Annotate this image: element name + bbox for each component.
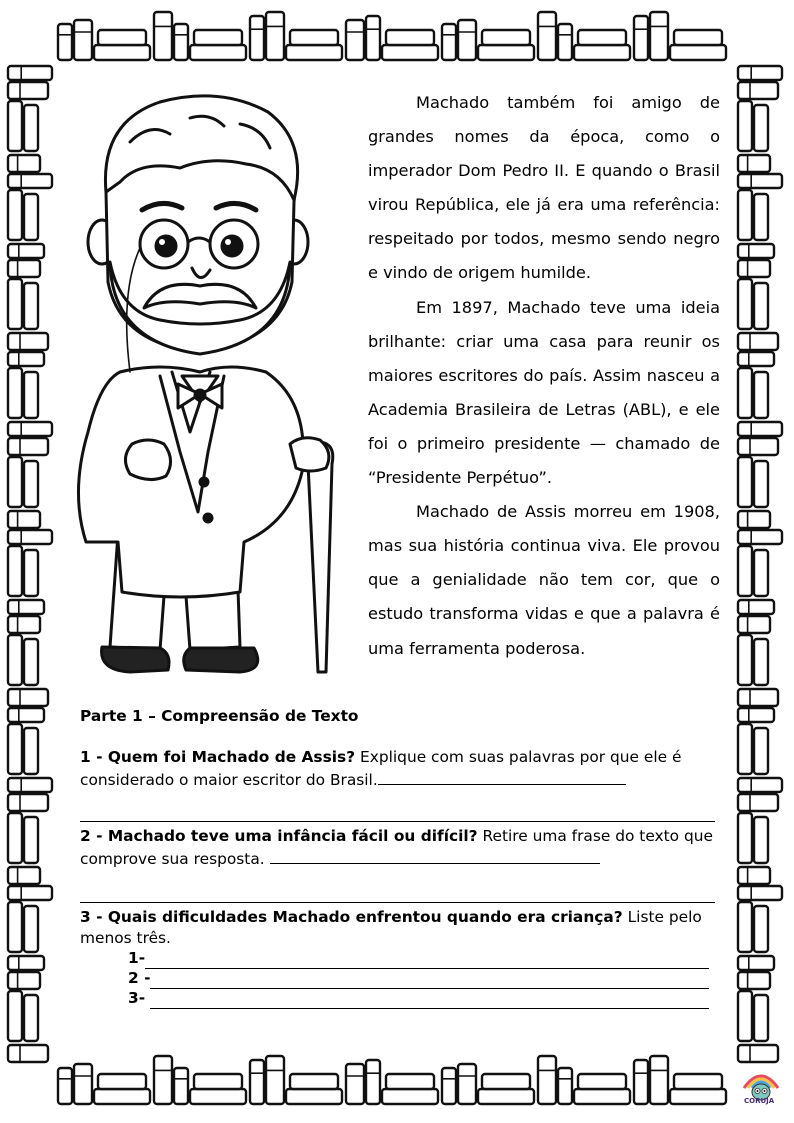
book-icon [442, 24, 456, 60]
book-icon [24, 817, 38, 863]
book-icon [738, 368, 752, 418]
book-icon [538, 1056, 556, 1104]
book-icon [558, 1068, 572, 1104]
question-1-prompt: 1 - Quem foi Machado de Assis? [80, 748, 356, 766]
book-icon [754, 728, 768, 774]
answer-line[interactable] [80, 870, 715, 903]
book-icon [8, 244, 44, 258]
book-icon [346, 1064, 364, 1104]
book-icon [154, 12, 172, 60]
book-icon [738, 279, 752, 329]
book-icon [98, 1074, 146, 1089]
book-icon [8, 260, 40, 277]
book-icon [154, 1056, 172, 1104]
book-icon [670, 45, 726, 60]
book-icon [8, 778, 52, 792]
book-icon [738, 902, 752, 952]
book-icon [738, 972, 770, 989]
book-icon [290, 1074, 338, 1089]
book-icon [650, 12, 668, 60]
book-icon [442, 1068, 456, 1104]
book-icon [8, 546, 22, 596]
book-icon [754, 995, 768, 1041]
book-icon [8, 155, 40, 172]
book-icon [738, 82, 778, 99]
book-icon [574, 1089, 630, 1104]
book-icon [8, 279, 22, 329]
book-icon [8, 902, 22, 952]
book-icon [754, 550, 768, 596]
book-icon [386, 30, 434, 45]
book-icon [738, 511, 770, 528]
book-icon [8, 190, 22, 240]
book-icon [738, 333, 778, 350]
book-icon [482, 1074, 530, 1089]
book-icon [738, 438, 778, 455]
book-icon [738, 991, 752, 1041]
book-icon [8, 511, 40, 528]
book-icon [738, 956, 774, 970]
book-icon [366, 16, 380, 60]
book-icon [650, 1056, 668, 1104]
book-icon [738, 190, 752, 240]
question-3-text: Liste pelo menos três. [80, 908, 702, 947]
book-icon [94, 1089, 150, 1104]
book-icon [738, 457, 752, 507]
book-icon [290, 30, 338, 45]
book-icon [190, 1089, 246, 1104]
book-icon [738, 886, 782, 900]
book-icon [8, 1045, 48, 1062]
book-icon [738, 155, 770, 172]
book-icon [74, 1064, 92, 1104]
book-icon [634, 16, 648, 60]
book-icon [738, 66, 782, 80]
answer-line-3[interactable] [128, 989, 715, 1009]
book-icon [8, 368, 22, 418]
book-icon [754, 372, 768, 418]
book-icon [8, 600, 44, 614]
question-1-text: Explique com suas palavras por que ele é considerado o maior escritor do Brasil. [80, 748, 682, 789]
answer-line-1[interactable] [128, 949, 715, 969]
book-icon [574, 45, 630, 60]
book-icon [8, 616, 40, 633]
book-icon [382, 45, 438, 60]
book-icon [754, 283, 768, 329]
book-icon [190, 45, 246, 60]
book-icon [24, 461, 38, 507]
book-icon [8, 813, 22, 863]
book-icon [754, 817, 768, 863]
book-icon [674, 30, 722, 45]
book-icon [738, 546, 752, 596]
answer-fill[interactable] [145, 954, 709, 969]
book-icon [478, 45, 534, 60]
answer-line[interactable] [80, 791, 715, 822]
book-icon [74, 20, 92, 60]
book-icon [458, 1064, 476, 1104]
book-icon [634, 1060, 648, 1104]
question-3-prompt: 3 - Quais dificuldades Machado enfrentou quando era criança? [80, 908, 623, 926]
book-icon [266, 12, 284, 60]
book-icon [754, 461, 768, 507]
book-icon [738, 101, 752, 151]
book-icon [738, 616, 770, 633]
answer-label: 1- [128, 949, 146, 967]
book-icon [194, 30, 242, 45]
book-icon [738, 689, 778, 706]
book-icon [8, 635, 22, 685]
story-paragraph: Machado também foi amigo de grandes nomes da época, como o imperador Dom Pedro II. E quando o Brasil virou República, ele já era uma referência: respeitado por todos, mesmo sendo negro e vindo de origem humilde. [368, 93, 720, 283]
answer-fill[interactable] [150, 974, 709, 989]
book-icon [366, 1060, 380, 1104]
book-icon [286, 1089, 342, 1104]
book-icon [558, 24, 572, 60]
answer-fill[interactable] [150, 994, 709, 1009]
question-2 [80, 826, 715, 870]
book-icon [538, 12, 556, 60]
book-icon [174, 24, 188, 60]
book-icon [482, 30, 530, 45]
book-icon [24, 105, 38, 151]
book-icon [382, 1089, 438, 1104]
book-icon [94, 45, 150, 60]
book-icon [194, 1074, 242, 1089]
book-icon [8, 867, 40, 884]
book-icon [8, 794, 48, 811]
book-icon [738, 352, 774, 366]
book-icon [8, 352, 44, 366]
book-icon [250, 1060, 264, 1104]
book-icon [738, 708, 774, 722]
book-icon [8, 724, 22, 774]
book-icon [738, 174, 782, 188]
book-icon [8, 689, 48, 706]
book-icon [8, 991, 22, 1041]
book-icon [670, 1089, 726, 1104]
book-icon [754, 194, 768, 240]
book-icon [24, 550, 38, 596]
answer-line[interactable] [378, 768, 626, 785]
book-icon [386, 1074, 434, 1089]
section-title: Parte 1 – Compreensão de Texto [80, 707, 359, 725]
story-paragraph: Em 1897, Machado teve uma ideia brilhante: criar uma casa para reunir os maiores escritores do país. Assim nasceu a Academia Brasileira de Letras (ABL), e ele foi o primeiro presidente — chamado de “Presidente Perpétuo”. [368, 297, 720, 488]
book-icon [738, 635, 752, 685]
book-icon [8, 101, 22, 151]
book-icon [754, 639, 768, 685]
book-icon [8, 457, 22, 507]
question-3 [80, 907, 715, 949]
question-2-prompt: 2 - Machado teve uma infância fácil ou difícil? [80, 827, 478, 845]
book-icon [174, 1068, 188, 1104]
story-text [368, 86, 720, 666]
book-icon [58, 24, 72, 60]
book-icon [738, 794, 778, 811]
book-icon [24, 639, 38, 685]
book-icon [286, 45, 342, 60]
book-icon [738, 1045, 778, 1062]
book-icon [58, 1068, 72, 1104]
book-icon [8, 956, 44, 970]
book-icon [738, 260, 770, 277]
book-icon [8, 972, 40, 989]
book-icon [250, 16, 264, 60]
answer-label: 2 - [128, 969, 151, 987]
book-icon [346, 20, 364, 60]
book-icon [24, 372, 38, 418]
question-2-text: Retire uma frase do texto que comprove sua resposta. [80, 827, 713, 868]
book-icon [8, 886, 52, 900]
book-icon [738, 422, 782, 436]
book-icon [738, 778, 782, 792]
book-icon [98, 30, 146, 45]
book-icon [738, 244, 774, 258]
book-icon [24, 728, 38, 774]
book-icon [24, 995, 38, 1041]
book-icon [754, 906, 768, 952]
answer-label: 3- [128, 989, 151, 1007]
book-icon [24, 194, 38, 240]
book-icon [458, 20, 476, 60]
logo-text: CORUJA [744, 1097, 775, 1105]
book-icon [738, 724, 752, 774]
answer-line-2[interactable] [128, 969, 715, 989]
book-icon [24, 906, 38, 952]
book-icon [8, 708, 44, 722]
book-icon [578, 30, 626, 45]
book-icon [738, 813, 752, 863]
answer-line[interactable] [270, 847, 600, 864]
book-icon [754, 105, 768, 151]
comprehension-section [80, 706, 715, 1009]
book-icon [674, 1074, 722, 1089]
book-icon [738, 600, 774, 614]
book-icon [24, 283, 38, 329]
book-icon [738, 867, 770, 884]
book-icon [478, 1089, 534, 1104]
machado-de-assis-illustration [40, 72, 360, 687]
story-paragraph: Machado de Assis morreu em 1908, mas sua história continua viva. Ele provou que a genialidade não tem cor, que o estudo transforma vidas e que a palavra é uma ferramenta poderosa. [368, 502, 720, 658]
book-icon [266, 1056, 284, 1104]
question-1 [80, 747, 715, 791]
book-icon [738, 530, 782, 544]
book-icon [578, 1074, 626, 1089]
